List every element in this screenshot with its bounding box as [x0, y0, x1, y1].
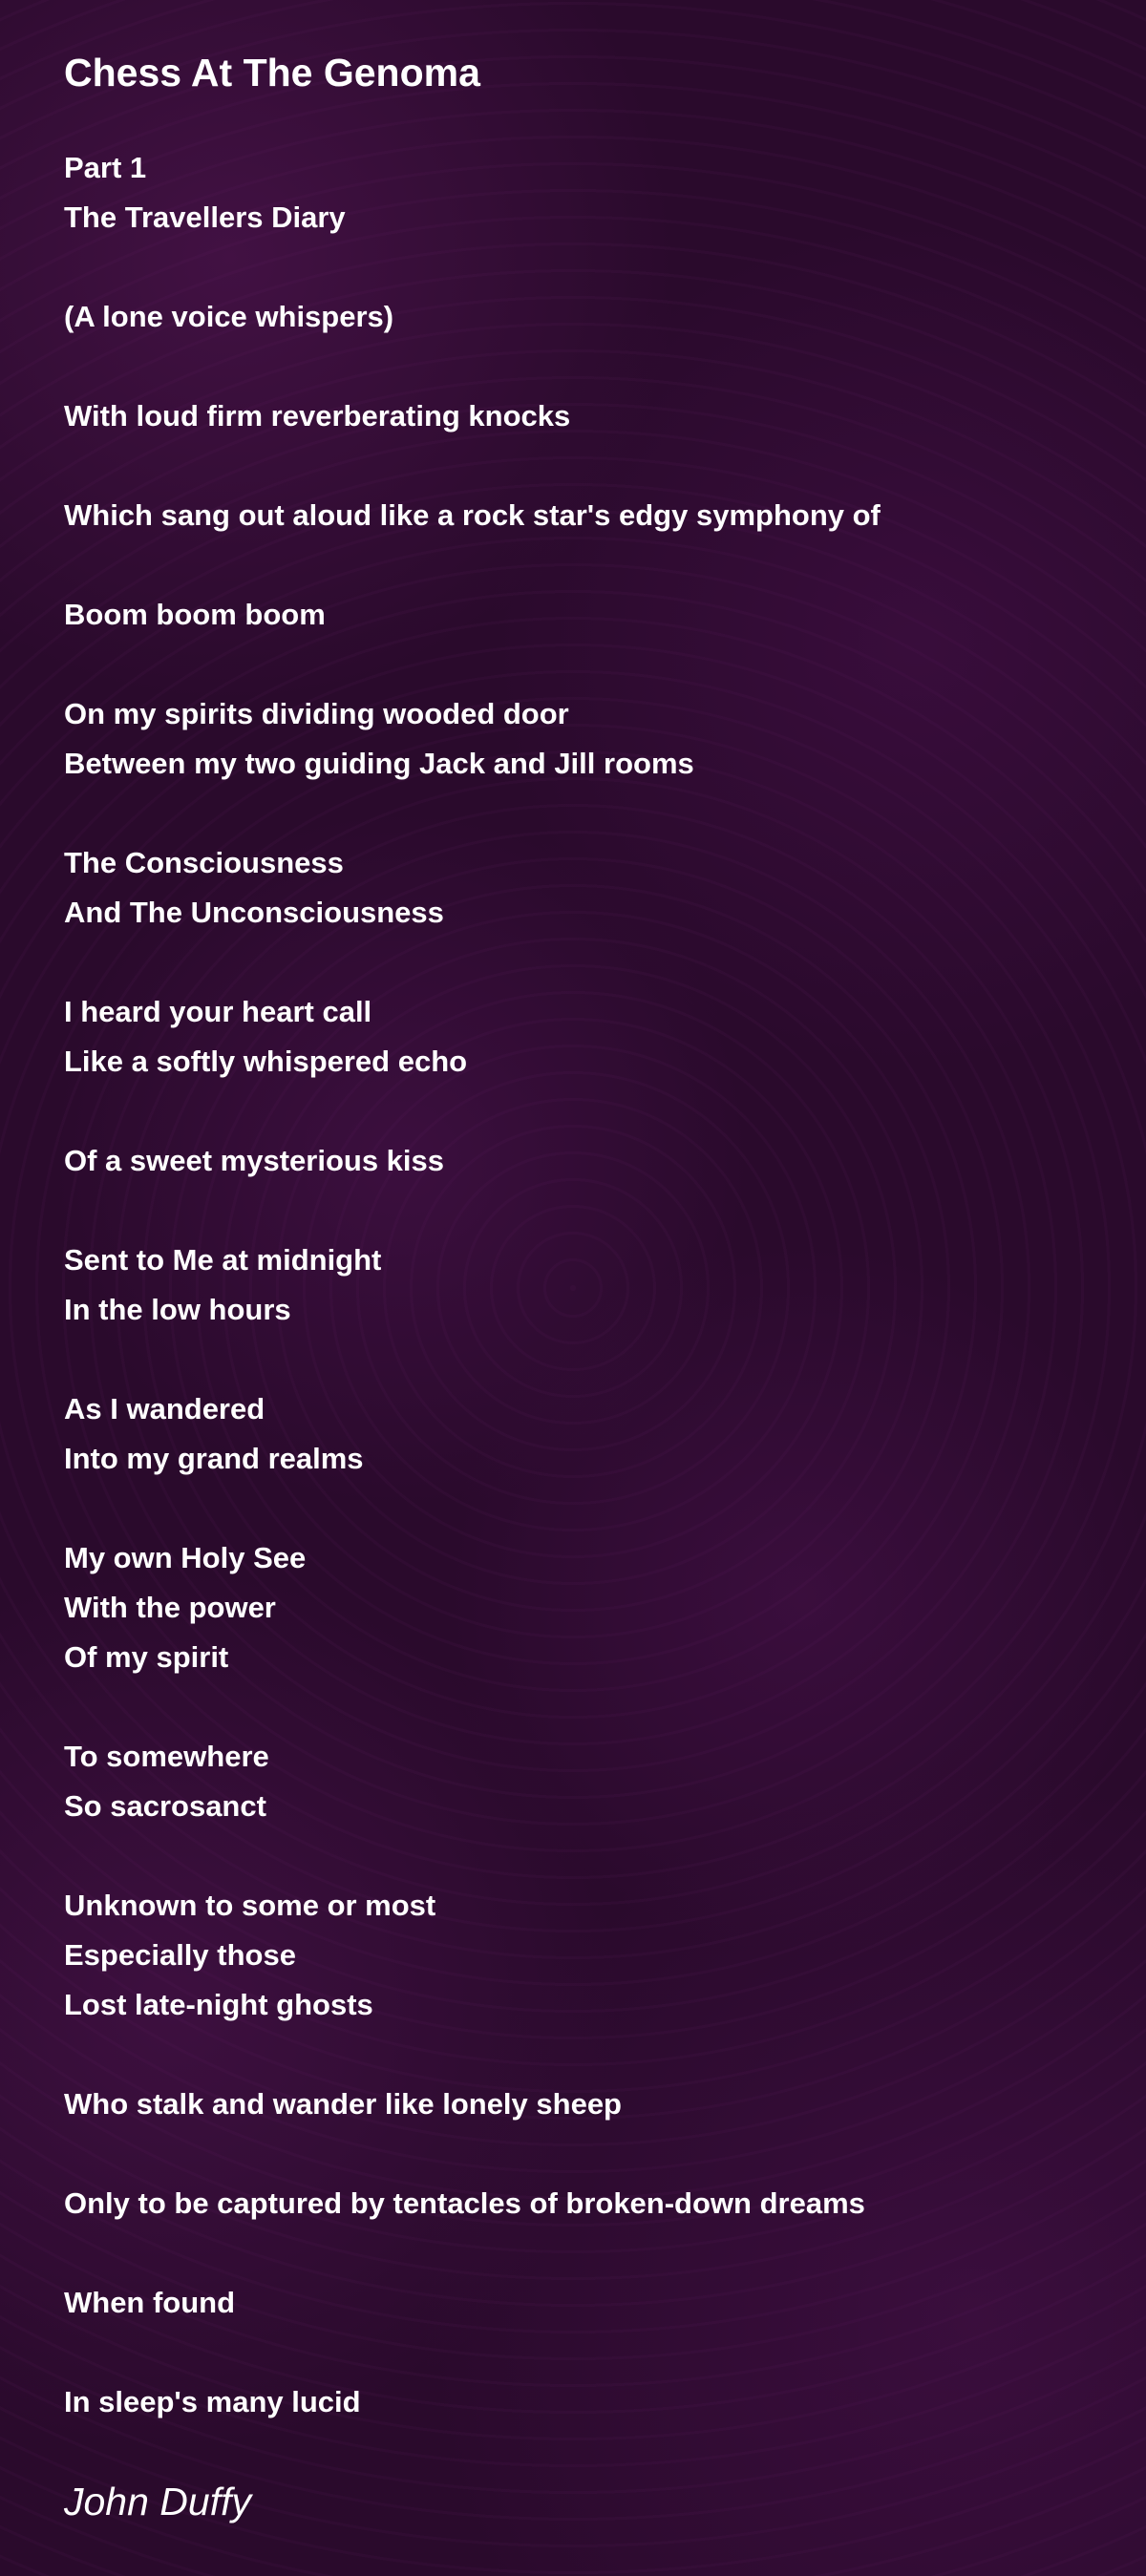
poem-line: The Consciousness — [64, 846, 344, 879]
poem-stanza — [64, 1732, 1095, 1831]
poem-line: Between my two guiding Jack and Jill rooms — [64, 747, 694, 780]
poem-stanza — [64, 1881, 1095, 2030]
poem-stanza — [64, 491, 1095, 540]
poem-stanza — [64, 838, 1095, 938]
poem-line: Lost late-night ghosts — [64, 1988, 373, 2021]
poem-stanza — [64, 143, 1095, 243]
poem-author: John Duffy — [64, 2480, 251, 2523]
poem-line: To somewhere — [64, 1740, 269, 1773]
poem-line: So sacrosanct — [64, 1789, 266, 1823]
poem-line: On my spirits dividing wooded door — [64, 697, 569, 730]
poem-stanza — [64, 2278, 1095, 2328]
poem-line: Of my spirit — [64, 1640, 229, 1674]
poem-stanza — [64, 292, 1095, 342]
poem-line: As I wandered — [64, 1392, 265, 1425]
poem-stanza — [64, 2377, 1095, 2427]
poem-title: Chess At The Genoma — [64, 51, 480, 95]
poem-line: Of a sweet mysterious kiss — [64, 1144, 445, 1177]
poem-line: (A lone voice whispers) — [64, 300, 394, 333]
poem-line: Sent to Me at midnight — [64, 1243, 382, 1277]
poem-stanza — [64, 590, 1095, 640]
poem-line: Who stalk and wander like lonely sheep — [64, 2087, 622, 2121]
poem-line: Only to be captured by tentacles of broken-down dreams — [64, 2186, 865, 2220]
poem-stanza — [64, 2080, 1095, 2129]
poem-line: Which sang out aloud like a rock star's edgy symphony of — [64, 498, 881, 532]
poem-stanza — [64, 1235, 1095, 1335]
poem-line: The Travellers Diary — [64, 201, 346, 234]
poem-page — [64, 48, 1095, 2526]
poem-line: In sleep's many lucid — [64, 2385, 361, 2418]
poem-line: With the power — [64, 1591, 276, 1624]
poem-stanza — [64, 1136, 1095, 1186]
poem-stanza — [64, 2179, 1095, 2228]
poem-line: Boom boom boom — [64, 598, 326, 631]
poem-line: Unknown to some or most — [64, 1889, 436, 1922]
poem-line: Part 1 — [64, 151, 147, 184]
poem-line: With loud firm reverberating knocks — [64, 399, 571, 433]
poem-line: Especially those — [64, 1938, 296, 1972]
poem-line: In the low hours — [64, 1293, 291, 1326]
poem-line: I heard your heart call — [64, 995, 372, 1028]
poem-stanza — [64, 391, 1095, 441]
poem-line: When found — [64, 2286, 236, 2319]
poem-stanza — [64, 1384, 1095, 1484]
poem-body — [64, 143, 1095, 2427]
poem-line: My own Holy See — [64, 1541, 307, 1574]
poem-line: Into my grand realms — [64, 1442, 364, 1475]
poem-stanza — [64, 689, 1095, 789]
poem-stanza — [64, 987, 1095, 1087]
poem-line: Like a softly whispered echo — [64, 1045, 468, 1078]
poem-line: And The Unconsciousness — [64, 896, 444, 929]
poem-stanza — [64, 1533, 1095, 1682]
